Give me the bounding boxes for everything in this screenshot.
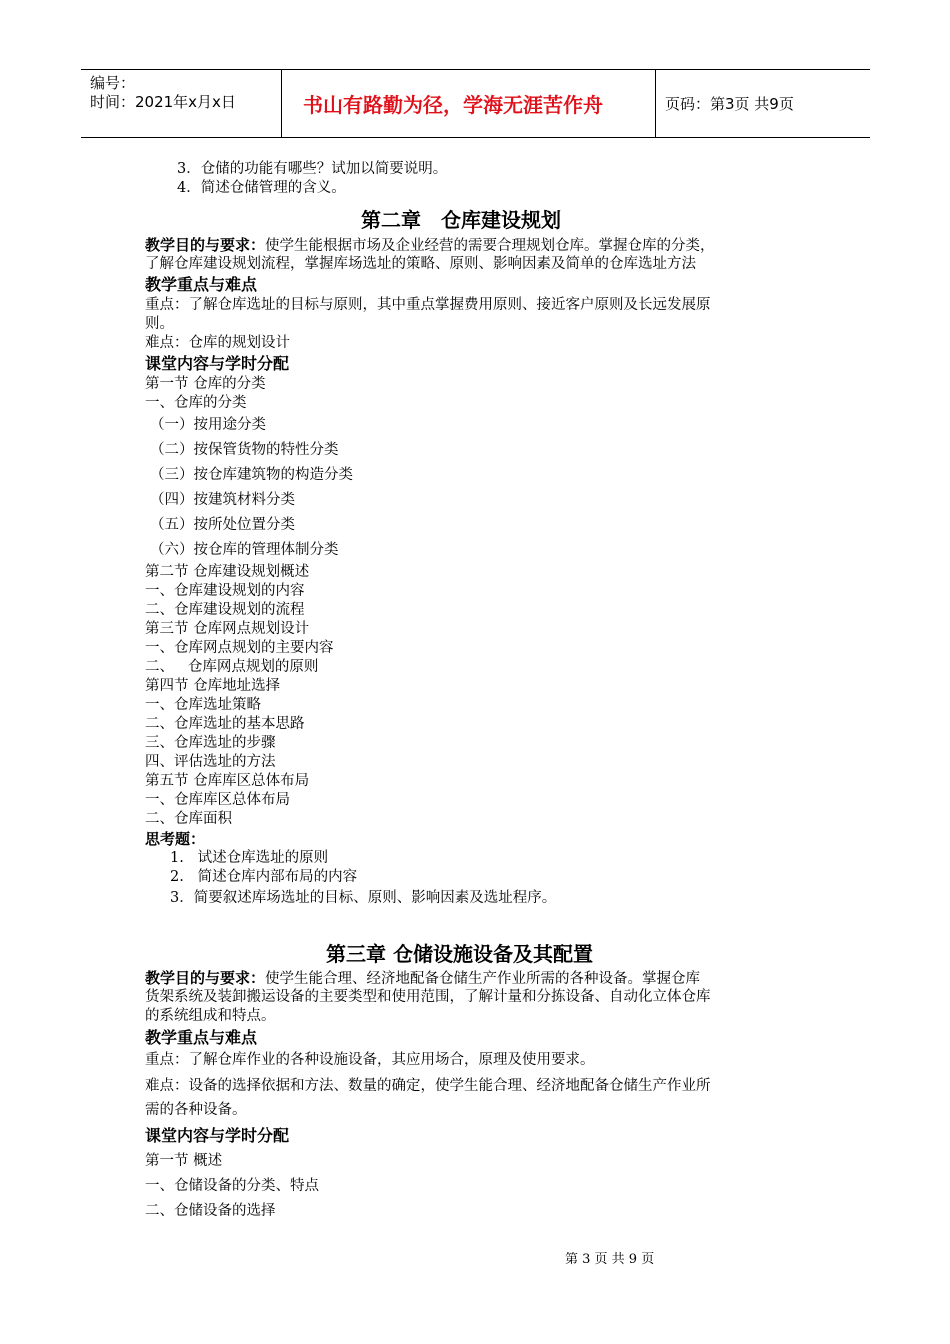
goal-text: 使学生能根据市场及企业经营的需要合理规划仓库。掌握仓库的分类，: [265, 238, 715, 254]
number-label: 编号：: [90, 74, 136, 92]
outline-item: 第四节 仓库地址选择: [145, 678, 281, 694]
section-heading: 教学重点与难点: [145, 1028, 258, 1047]
outline-item: （四）按建筑材料分类: [150, 492, 295, 508]
outline-item: 二、仓库面积: [145, 811, 232, 827]
outline-item: 一、仓储设备的分类、特点: [145, 1178, 319, 1194]
outline-item: 二、仓库选址的基本思路: [145, 716, 305, 732]
outline-item: （二）按保管货物的特性分类: [150, 442, 339, 458]
goal-text: 的系统组成和特点。: [145, 1008, 276, 1024]
section-heading: 课堂内容与学时分配: [145, 1126, 290, 1145]
page-header: [81, 69, 870, 138]
goal-text: 了解仓库建设规划流程，掌握库场选址的策略、原则、影响因素及简单的仓库选址方法: [145, 256, 696, 272]
outline-item: 一、仓库网点规划的主要内容: [145, 640, 334, 656]
chapter-title: 第三章 仓储设施设备及其配置: [326, 942, 593, 966]
section-heading: 教学重点与难点: [145, 275, 258, 294]
header-divider: [655, 70, 656, 137]
outline-item: （一）按用途分类: [150, 417, 266, 433]
header-motto: 书山有路勤为径，学海无涯苦作舟: [303, 93, 603, 117]
outline-item: 一、仓库的分类: [145, 395, 247, 411]
chapter-title: 第二章 仓库建设规划: [361, 208, 561, 232]
outline-item: 第三节 仓库网点规划设计: [145, 621, 310, 637]
outline-item: 第二节 仓库建设规划概述: [145, 564, 310, 580]
outline-item: （三）按仓库建筑物的构造分类: [150, 467, 353, 483]
question-item: 1. 试述仓库选址的原则: [170, 850, 329, 866]
outline-item: 四、评估选址的方法: [145, 754, 276, 770]
page-footer: 第 3 页 共 9 页: [565, 1252, 655, 1267]
outline-item: 第一节 概述: [145, 1153, 223, 1169]
page-indicator: 页码：第3页 共9页: [665, 95, 794, 113]
time-label: 时间：2021年x月x日: [90, 93, 236, 111]
goal-text: 使学生能合理、经济地配备仓储生产作业所需的各种设备。掌握仓库: [265, 971, 701, 987]
outline-item: 一、仓库建设规划的内容: [145, 583, 305, 599]
key-point: 重点：了解仓库选址的目标与原则，其中重点掌握费用原则、接近客户原则及长远发展原: [145, 297, 711, 313]
header-divider: [281, 70, 282, 137]
section-heading: 课堂内容与学时分配: [145, 354, 290, 373]
outline-item: 一、仓库库区总体布局: [145, 792, 290, 808]
outline-item: 一、仓库选址策略: [145, 697, 261, 713]
goal-label: 教学目的与要求：: [145, 969, 266, 987]
goal-paragraph: [145, 236, 715, 256]
key-point: 则。: [145, 316, 174, 332]
goal-text: 货架系统及装卸搬运设备的主要类型和使用范围，了解计量和分拣设备、自动化立体仓库: [145, 989, 711, 1005]
goal-label: 教学目的与要求：: [145, 236, 266, 254]
outline-item: 二、仓库建设规划的流程: [145, 602, 305, 618]
outline-item: 二、仓储设备的选择: [145, 1203, 276, 1219]
difficulty: 难点：设备的选择依据和方法、数量的确定，使学生能合理、经济地配备仓储生产作业所: [145, 1078, 711, 1094]
question-item: 2. 简述仓库内部布局的内容: [170, 869, 358, 885]
question-item: 3．仓储的功能有哪些？试加以简要说明。: [177, 161, 448, 177]
outline-item: （六）按仓库的管理体制分类: [150, 542, 339, 558]
questions-heading: 思考题：: [145, 830, 206, 848]
key-point: 重点：了解仓库作业的各种设施设备，其应用场合，原理及使用要求。: [145, 1052, 595, 1068]
outline-item: 三、仓库选址的步骤: [145, 735, 276, 751]
difficulty: 需的各种设备。: [145, 1102, 247, 1118]
question-item: 3．简要叙述库场选址的目标、原则、影响因素及选址程序。: [170, 890, 557, 906]
outline-item: 第五节 仓库库区总体布局: [145, 773, 310, 789]
outline-item: 第一节 仓库的分类: [145, 376, 266, 392]
question-item: 4．简述仓储管理的含义。: [177, 180, 346, 196]
difficulty: 难点：仓库的规划设计: [145, 335, 290, 351]
goal-paragraph: [145, 969, 700, 989]
outline-item: 二、 仓库网点规划的原则: [145, 659, 319, 675]
outline-item: （五）按所处位置分类: [150, 517, 295, 533]
